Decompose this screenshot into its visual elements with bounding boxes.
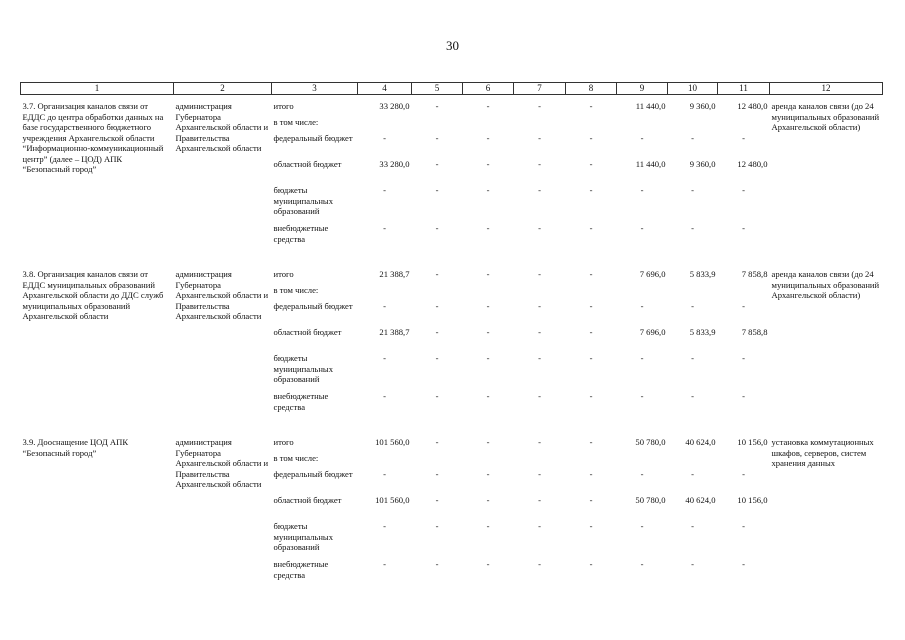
- value-cell: -: [742, 353, 745, 363]
- value-cell: 10 156,0: [737, 495, 768, 505]
- value-cell: -: [435, 559, 439, 569]
- value-cell: -: [538, 269, 541, 279]
- value-cell: 21 388,7: [379, 269, 410, 279]
- value-cell: -: [742, 391, 745, 401]
- column-header-4: 4: [358, 83, 412, 95]
- value-cell: 5 833,9: [689, 327, 716, 337]
- value-cell: -: [435, 101, 439, 111]
- value-cell: -: [435, 353, 439, 363]
- value-cell: -: [589, 101, 593, 111]
- value-cell: -: [435, 133, 439, 143]
- funding-source: внебюджетные средства: [273, 223, 329, 244]
- value-cell: [718, 285, 770, 301]
- header-row: [21, 83, 883, 95]
- column-header-12: 12: [770, 83, 883, 95]
- value-cell: -: [383, 133, 386, 143]
- value-cell: -: [640, 133, 644, 143]
- funding-source: федеральный бюджет: [273, 133, 353, 143]
- value-cell: 5 833,9: [689, 269, 716, 279]
- value-cell: -: [486, 353, 490, 363]
- page-number: 30: [446, 38, 459, 53]
- executor: администрация Губернатора Архангельской области и Правительства Архангельской области: [175, 437, 269, 489]
- value-cell: 101 560,0: [375, 495, 410, 505]
- value-cell: [718, 117, 770, 133]
- funding-source: итого: [273, 437, 294, 447]
- table-row: [21, 437, 883, 453]
- value-cell: -: [589, 559, 593, 569]
- value-cell: -: [486, 133, 490, 143]
- value-cell: -: [691, 521, 694, 531]
- funding-source: бюджеты муниципальных образований: [273, 521, 333, 552]
- value-cell: -: [486, 301, 490, 311]
- value-cell: -: [742, 469, 745, 479]
- value-cell: -: [589, 437, 593, 447]
- value-cell: 7 858,8: [741, 269, 768, 279]
- column-header-6: 6: [463, 83, 514, 95]
- value-cell: 12 480,0: [737, 159, 768, 169]
- value-cell: [514, 117, 566, 133]
- result-note: аренда каналов связи (до 24 муниципальных образований Архангельской области): [771, 269, 880, 300]
- value-cell: -: [589, 159, 593, 169]
- value-cell: -: [383, 559, 386, 569]
- value-cell: 40 624,0: [685, 495, 716, 505]
- funding-source: итого: [273, 101, 294, 111]
- value-cell: -: [486, 101, 490, 111]
- value-cell: -: [435, 301, 439, 311]
- funding-source: областной бюджет: [273, 495, 342, 505]
- value-cell: 33 280,0: [379, 101, 410, 111]
- value-cell: -: [435, 437, 439, 447]
- section-spacer: [21, 249, 883, 269]
- executor: администрация Губернатора Архангельской области и Правительства Архангельской области: [175, 269, 269, 321]
- measure-name: 3.9. Дооснащение ЦОД АПК “Безопасный город”: [22, 437, 129, 458]
- value-cell: -: [435, 223, 439, 233]
- funding-source: федеральный бюджет: [273, 301, 353, 311]
- value-cell: [412, 453, 463, 469]
- value-cell: -: [486, 269, 490, 279]
- value-cell: 11 440,0: [635, 159, 666, 169]
- value-cell: 7 696,0: [639, 327, 666, 337]
- value-cell: [566, 285, 617, 301]
- value-cell: -: [589, 301, 593, 311]
- value-cell: -: [742, 223, 745, 233]
- value-cell: 9 360,0: [689, 159, 716, 169]
- value-cell: -: [538, 521, 541, 531]
- value-cell: [358, 117, 412, 133]
- value-cell: -: [538, 301, 541, 311]
- value-cell: -: [435, 521, 439, 531]
- value-cell: -: [742, 301, 745, 311]
- value-cell: 11 440,0: [635, 101, 666, 111]
- result-note: аренда каналов связи (до 24 муниципальных образований Архангельской области): [771, 101, 880, 132]
- value-cell: -: [435, 469, 439, 479]
- value-cell: -: [435, 391, 439, 401]
- funding-source: в том числе:: [273, 285, 319, 295]
- value-cell: -: [435, 269, 439, 279]
- value-cell: -: [640, 353, 644, 363]
- value-cell: [463, 117, 514, 133]
- value-cell: 7 696,0: [639, 269, 666, 279]
- value-cell: -: [589, 469, 593, 479]
- measure-name: 3.8. Организация каналов связи от ЕДДС муниципальных образований Архангельской области до ДДС служб муниципальных образований Архангельской области: [22, 269, 164, 321]
- table-row: [21, 269, 883, 285]
- value-cell: [718, 453, 770, 469]
- value-cell: -: [640, 223, 644, 233]
- value-cell: 12 480,0: [737, 101, 768, 111]
- value-cell: 7 858,8: [741, 327, 768, 337]
- value-cell: -: [589, 269, 593, 279]
- value-cell: 101 560,0: [375, 437, 410, 447]
- funding-source: бюджеты муниципальных образований: [273, 185, 333, 216]
- value-cell: -: [538, 185, 541, 195]
- funding-source: в том числе:: [273, 453, 319, 463]
- value-cell: [358, 285, 412, 301]
- value-cell: [514, 453, 566, 469]
- value-cell: -: [538, 391, 541, 401]
- value-cell: -: [538, 101, 541, 111]
- funding-source: областной бюджет: [273, 159, 342, 169]
- value-cell: -: [383, 353, 386, 363]
- value-cell: [617, 117, 668, 133]
- value-cell: [668, 285, 718, 301]
- value-cell: 50 780,0: [635, 437, 666, 447]
- column-header-7: 7: [514, 83, 566, 95]
- value-cell: -: [589, 185, 593, 195]
- column-header-11: 11: [718, 83, 770, 95]
- value-cell: -: [589, 495, 593, 505]
- value-cell: -: [486, 521, 490, 531]
- value-cell: 21 388,7: [379, 327, 410, 337]
- value-cell: [617, 453, 668, 469]
- budget-table: [20, 82, 883, 585]
- value-cell: -: [691, 223, 694, 233]
- value-cell: -: [538, 353, 541, 363]
- section-spacer: [21, 417, 883, 437]
- value-cell: -: [691, 133, 694, 143]
- value-cell: -: [538, 495, 541, 505]
- value-cell: -: [589, 223, 593, 233]
- value-cell: -: [486, 223, 490, 233]
- value-cell: -: [383, 223, 386, 233]
- value-cell: -: [589, 133, 593, 143]
- column-header-5: 5: [412, 83, 463, 95]
- value-cell: -: [589, 327, 593, 337]
- value-cell: -: [640, 559, 644, 569]
- value-cell: [412, 117, 463, 133]
- column-header-8: 8: [566, 83, 617, 95]
- column-header-10: 10: [668, 83, 718, 95]
- table-row: [21, 101, 883, 117]
- value-cell: -: [640, 469, 644, 479]
- value-cell: [566, 117, 617, 133]
- value-cell: -: [538, 559, 541, 569]
- value-cell: -: [435, 185, 439, 195]
- value-cell: -: [589, 391, 593, 401]
- value-cell: -: [640, 391, 644, 401]
- value-cell: -: [691, 559, 694, 569]
- value-cell: -: [691, 469, 694, 479]
- value-cell: -: [538, 159, 541, 169]
- value-cell: -: [383, 391, 386, 401]
- value-cell: -: [742, 185, 745, 195]
- value-cell: 50 780,0: [635, 495, 666, 505]
- column-header-2: 2: [174, 83, 272, 95]
- funding-source: в том числе:: [273, 117, 319, 127]
- value-cell: -: [383, 301, 386, 311]
- spacer-cell: [21, 417, 883, 437]
- value-cell: -: [435, 327, 439, 337]
- value-cell: -: [486, 327, 490, 337]
- value-cell: -: [486, 159, 490, 169]
- funding-source: областной бюджет: [273, 327, 342, 337]
- column-header-9: 9: [617, 83, 668, 95]
- value-cell: -: [691, 391, 694, 401]
- value-cell: -: [691, 301, 694, 311]
- value-cell: -: [486, 185, 490, 195]
- value-cell: [358, 453, 412, 469]
- value-cell: [463, 453, 514, 469]
- executor: администрация Губернатора Архангельской области и Правительства Архангельской области: [175, 101, 269, 153]
- funding-source: итого: [273, 269, 294, 279]
- value-cell: [668, 453, 718, 469]
- value-cell: 10 156,0: [737, 437, 768, 447]
- value-cell: -: [486, 469, 490, 479]
- funding-source: внебюджетные средства: [273, 391, 329, 412]
- value-cell: -: [742, 133, 745, 143]
- value-cell: -: [486, 391, 490, 401]
- value-cell: [566, 453, 617, 469]
- value-cell: 40 624,0: [685, 437, 716, 447]
- value-cell: -: [383, 521, 386, 531]
- result-note: установка коммутационных шкафов, серверов, систем хранения данных: [771, 437, 874, 468]
- value-cell: -: [742, 521, 745, 531]
- value-cell: -: [486, 559, 490, 569]
- value-cell: -: [383, 185, 386, 195]
- value-cell: -: [538, 469, 541, 479]
- value-cell: -: [538, 133, 541, 143]
- value-cell: -: [538, 437, 541, 447]
- value-cell: 9 360,0: [689, 101, 716, 111]
- value-cell: -: [538, 327, 541, 337]
- column-header-3: 3: [272, 83, 358, 95]
- value-cell: [514, 285, 566, 301]
- value-cell: [668, 117, 718, 133]
- value-cell: -: [640, 301, 644, 311]
- measure-name: 3.7. Организация каналов связи от ЕДДС до центра обработки данных на базе государственного бюджетного учреждения Архангельской области “Информационно-коммуникационный центр” (далее – ЦОД) АПК “Безопасный город”: [22, 101, 164, 174]
- value-cell: -: [486, 495, 490, 505]
- value-cell: -: [691, 185, 694, 195]
- value-cell: -: [383, 469, 386, 479]
- value-cell: -: [742, 559, 745, 569]
- value-cell: -: [589, 353, 593, 363]
- funding-source: бюджеты муниципальных образований: [273, 353, 333, 384]
- value-cell: -: [486, 437, 490, 447]
- value-cell: -: [538, 223, 541, 233]
- value-cell: -: [589, 521, 593, 531]
- value-cell: -: [691, 353, 694, 363]
- value-cell: [412, 285, 463, 301]
- column-header-1: 1: [21, 83, 174, 95]
- value-cell: [463, 285, 514, 301]
- funding-source: федеральный бюджет: [273, 469, 353, 479]
- value-cell: -: [435, 495, 439, 505]
- value-cell: -: [640, 185, 644, 195]
- value-cell: [617, 285, 668, 301]
- funding-source: внебюджетные средства: [273, 559, 329, 580]
- value-cell: 33 280,0: [379, 159, 410, 169]
- value-cell: -: [640, 521, 644, 531]
- spacer-cell: [21, 249, 883, 269]
- value-cell: -: [435, 159, 439, 169]
